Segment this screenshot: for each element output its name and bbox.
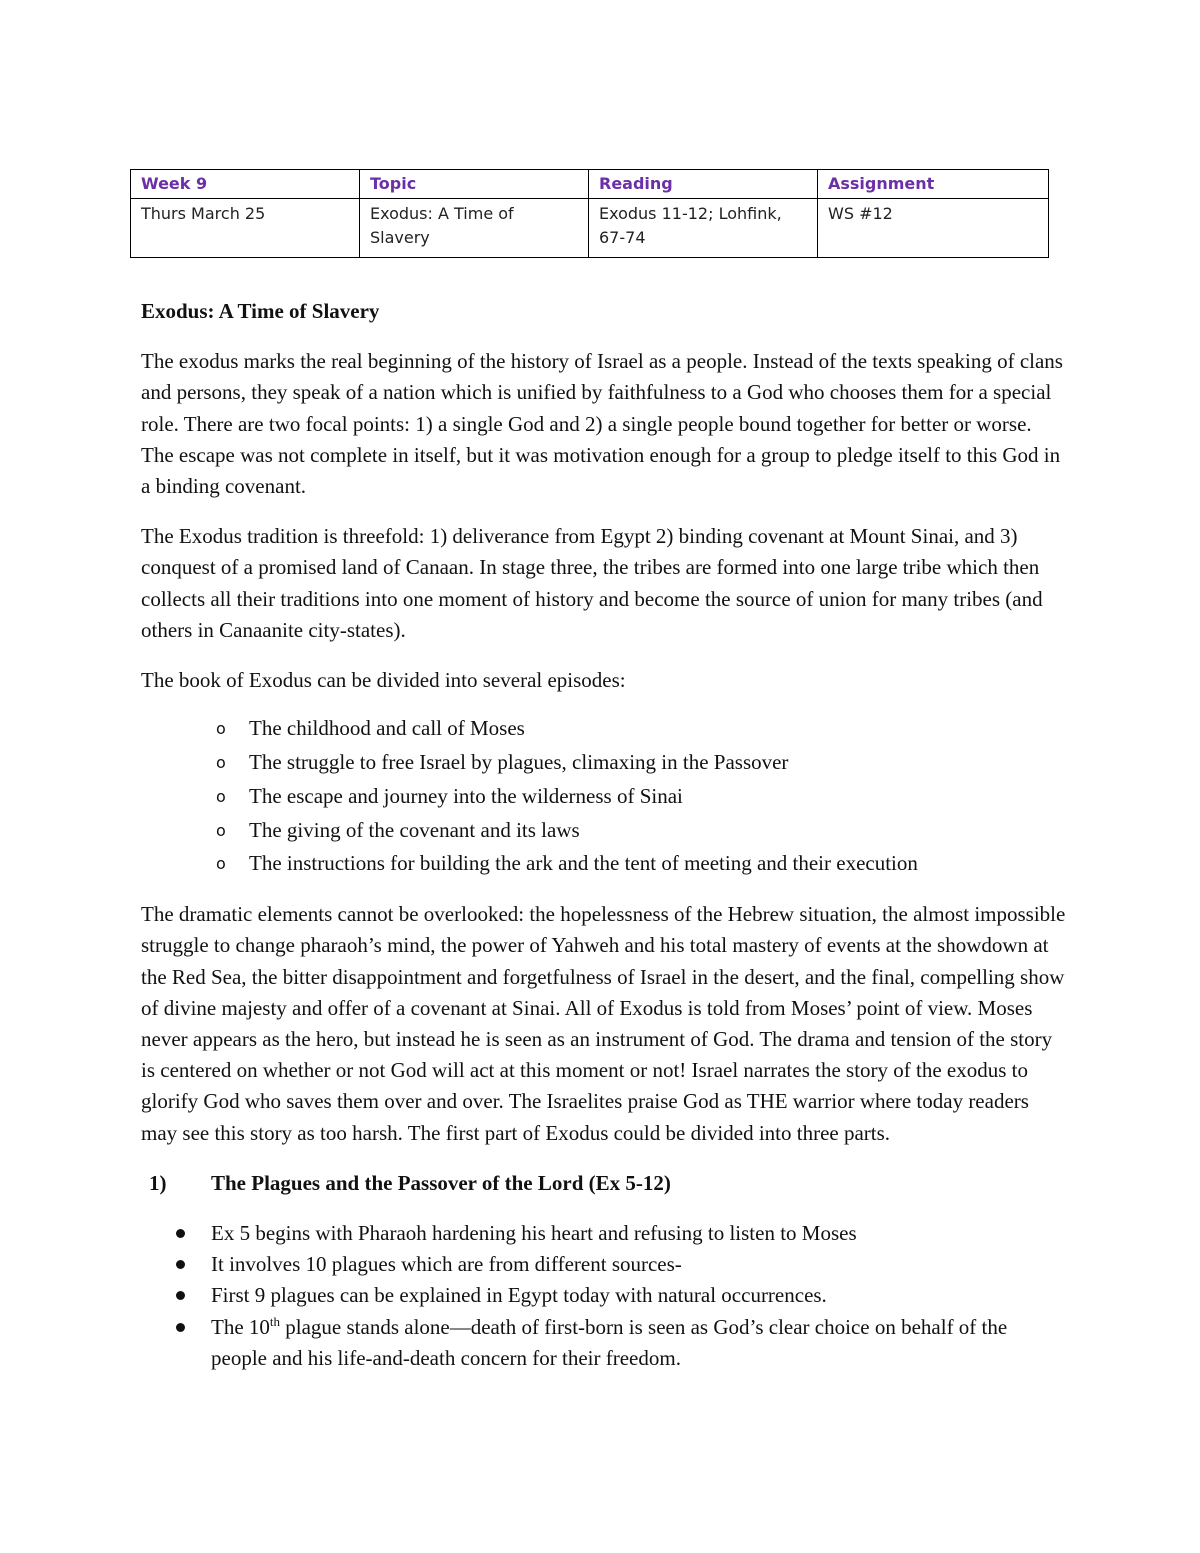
header-topic: Topic — [360, 170, 589, 199]
document-body — [141, 296, 1066, 1374]
table-row — [131, 199, 1049, 258]
list-item: o The escape and journey into the wilderness of Sinai — [249, 780, 1066, 814]
cell-topic: Exodus: A Time of Slavery — [360, 199, 589, 258]
circle-bullet-icon: o — [216, 820, 226, 840]
paragraph-episodes-lead: The book of Exodus can be divided into several episodes: — [141, 668, 626, 693]
cell-date: Thurs March 25 — [131, 199, 360, 258]
list-item: Ex 5 begins with Pharaoh hardening his heart and refusing to listen to Moses — [211, 1218, 1066, 1249]
section1-title: The Plagues and the Passover of the Lord (Ex 5-12) — [211, 1170, 671, 1195]
bullet-dot-icon — [176, 1260, 185, 1269]
paragraph-intro: The exodus marks the real beginning of the history of Israel as a people. Instead of the texts speaking of clans and persons, they speak of a nation which is unified by faithfulness to a God who chooses them for a special role. There are two focal points: 1) a single God and 2) a single people bound together for better or worse. The escape was not complete in itself, but it was motivation enough for a group to pledge itself to this God in a binding covenant. — [141, 349, 1063, 499]
table-header-row — [131, 170, 1049, 199]
bullet-dot-icon — [176, 1323, 185, 1332]
paragraph-dramatic: The dramatic elements cannot be overlooked: the hopelessness of the Hebrew situation, the almost impossible struggle to change pharaoh’s mind, the power of Yahweh and his total mastery of events at the showdown at the Red Sea, the bitter disappointment and forgetfulness of Israel in the desert, and the final, compelling show of divine majesty and offer of a covenant at Sinai. All of Exodus is told from Moses’ point of view. Moses never appears as the hero, but instead he is seen as an instrument of God. The drama and tension of the story is centered on whether or not God will act at this moment or not! Israel narrates the story of the exodus to glorify God who saves them over and over. The Israelites praise God as THE warrior where today readers may see this story as too harsh. The first part of Exodus could be divided into three parts. — [141, 902, 1066, 1145]
circle-bullet-icon: o — [216, 854, 226, 874]
paragraph-tradition: The Exodus tradition is threefold: 1) deliverance from Egypt 2) binding covenant at Mount Sinai, and 3) conquest of a promised land of Canaan. In stage three, the tribes are formed into one large tribe which then collects all their traditions into one moment of history and become the source of union for many tribes (and others in Canaanite city-states). — [141, 524, 1043, 642]
list-item: o The instructions for building the ark and the tent of meeting and their execution — [249, 847, 1066, 881]
plagues-list — [141, 1218, 1066, 1374]
schedule-table — [130, 169, 1049, 258]
list-item: o The giving of the covenant and its laws — [249, 814, 1066, 848]
list-item: o The childhood and call of Moses — [249, 712, 1066, 746]
header-week: Week 9 — [131, 170, 360, 199]
circle-bullet-icon: o — [216, 753, 226, 773]
list-item: o The struggle to free Israel by plagues, climaxing in the Passover — [249, 746, 1066, 780]
list-item: It involves 10 plagues which are from different sources- — [211, 1249, 1066, 1280]
circle-bullet-icon: o — [216, 786, 226, 806]
cell-reading: Exodus 11-12; Lohfink, 67-74 — [589, 199, 818, 258]
list-item: First 9 plagues can be explained in Egypt today with natural occurrences. — [211, 1280, 1066, 1311]
section1-number: 1) — [149, 1170, 167, 1195]
episodes-list — [141, 712, 1066, 881]
section1-heading — [141, 1168, 1066, 1199]
bullet-dot-icon — [176, 1229, 185, 1238]
header-assignment: Assignment — [818, 170, 1049, 199]
cell-assignment: WS #12 — [818, 199, 1049, 258]
circle-bullet-icon: o — [216, 719, 226, 739]
section-title: Exodus: A Time of Slavery — [141, 299, 380, 323]
list-item: The 10th plague stands alone—death of first-born is seen as God’s clear choice on behalf of the people and his life-and-death concern for their freedom. — [211, 1312, 1066, 1374]
bullet-dot-icon — [176, 1291, 185, 1300]
header-reading: Reading — [589, 170, 818, 199]
